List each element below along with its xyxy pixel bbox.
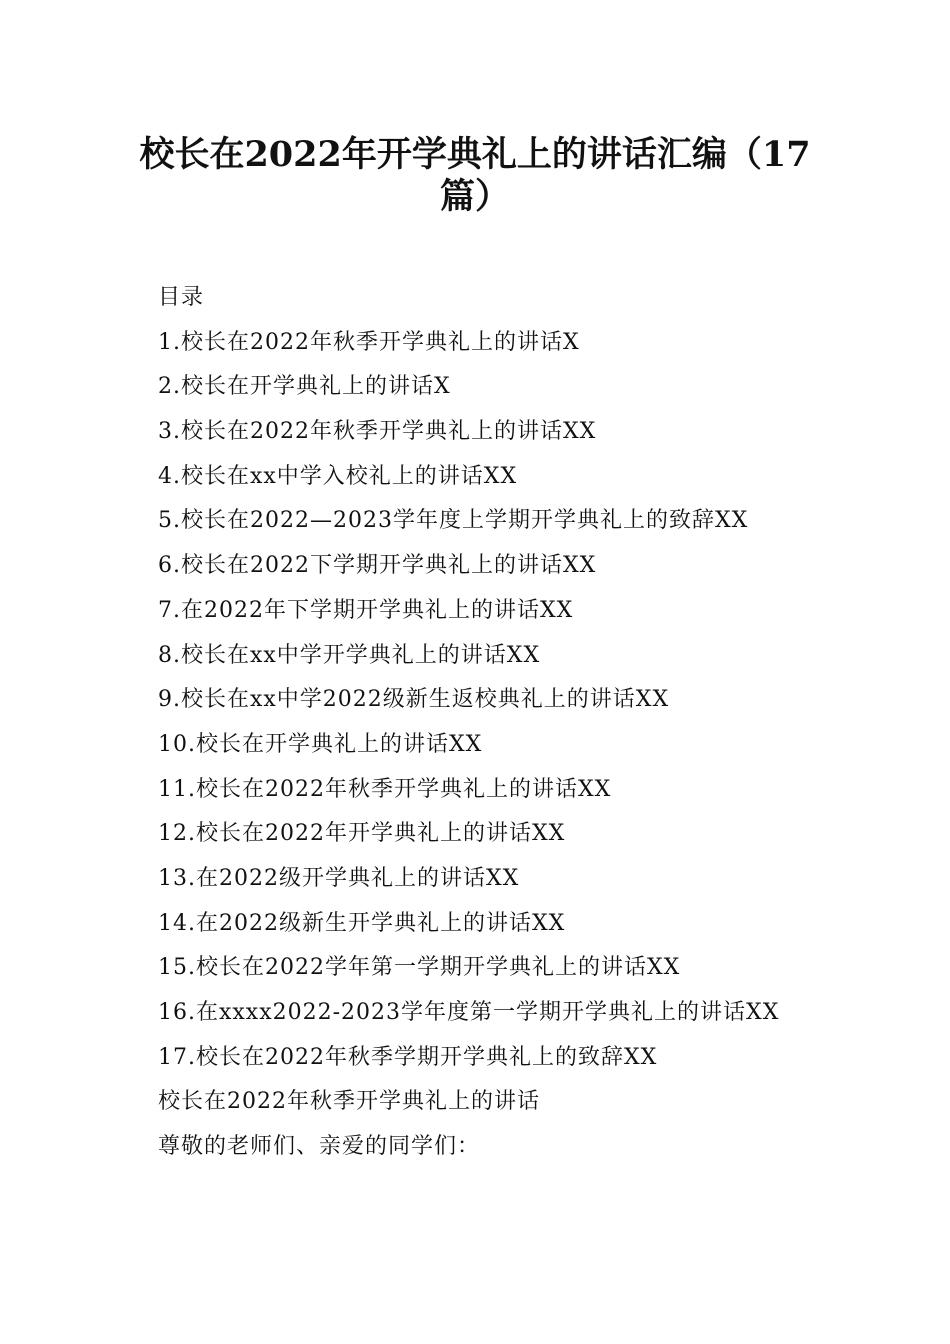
toc-item: 1.校长在2022年秋季开学典礼上的讲话X [158, 329, 580, 355]
toc-item: 12.校长在2022年开学典礼上的讲话XX [158, 821, 566, 847]
toc-item: 16.在xxxx2022-2023学年度第一学期开学典礼上的讲话XX [158, 1000, 780, 1025]
toc-item: 17.校长在2022年秋季学期开学典礼上的致辞XX [158, 1044, 658, 1070]
title-line-2: 篇） [439, 176, 510, 217]
table-of-contents [158, 321, 878, 1081]
toc-item: 6.校长在2022下学期开学典礼上的讲话XX [158, 553, 597, 579]
section-title: 校长在2022年秋季开学典礼上的讲话 [158, 1089, 540, 1115]
salutation: 尊敬的老师们、亲爱的同学们： [158, 1134, 481, 1160]
document-title [120, 134, 830, 218]
toc-item: 11.校长在2022年秋季开学典礼上的讲话XX [158, 776, 612, 802]
toc-item: 10.校长在开学典礼上的讲话XX [158, 731, 483, 757]
toc-item: 15.校长在2022学年第一学期开学典礼上的讲话XX [158, 955, 681, 981]
toc-item: 4.校长在xx中学入校礼上的讲话XX [158, 463, 518, 489]
toc-item: 8.校长在xx中学开学典礼上的讲话XX [158, 642, 541, 668]
toc-item: 2.校长在开学典礼上的讲话X [158, 374, 451, 400]
toc-item: 13.在2022级开学典礼上的讲话XX [158, 865, 520, 891]
toc-item: 9.校长在xx中学2022级新生返校典礼上的讲话XX [158, 687, 670, 713]
toc-item: 7.在2022年下学期开学典礼上的讲话XX [158, 597, 574, 623]
title-line-1: 校长在2022年开学典礼上的讲话汇编（17 [139, 134, 811, 175]
toc-item: 14.在2022级新生开学典礼上的讲话XX [158, 910, 566, 936]
toc-item: 5.校长在2022—2023学年度上学期开学典礼上的致辞XX [158, 508, 749, 534]
document-body [158, 276, 878, 1170]
toc-heading: 目录 [158, 285, 205, 310]
toc-item: 3.校长在2022年秋季开学典礼上的讲话XX [158, 419, 597, 445]
